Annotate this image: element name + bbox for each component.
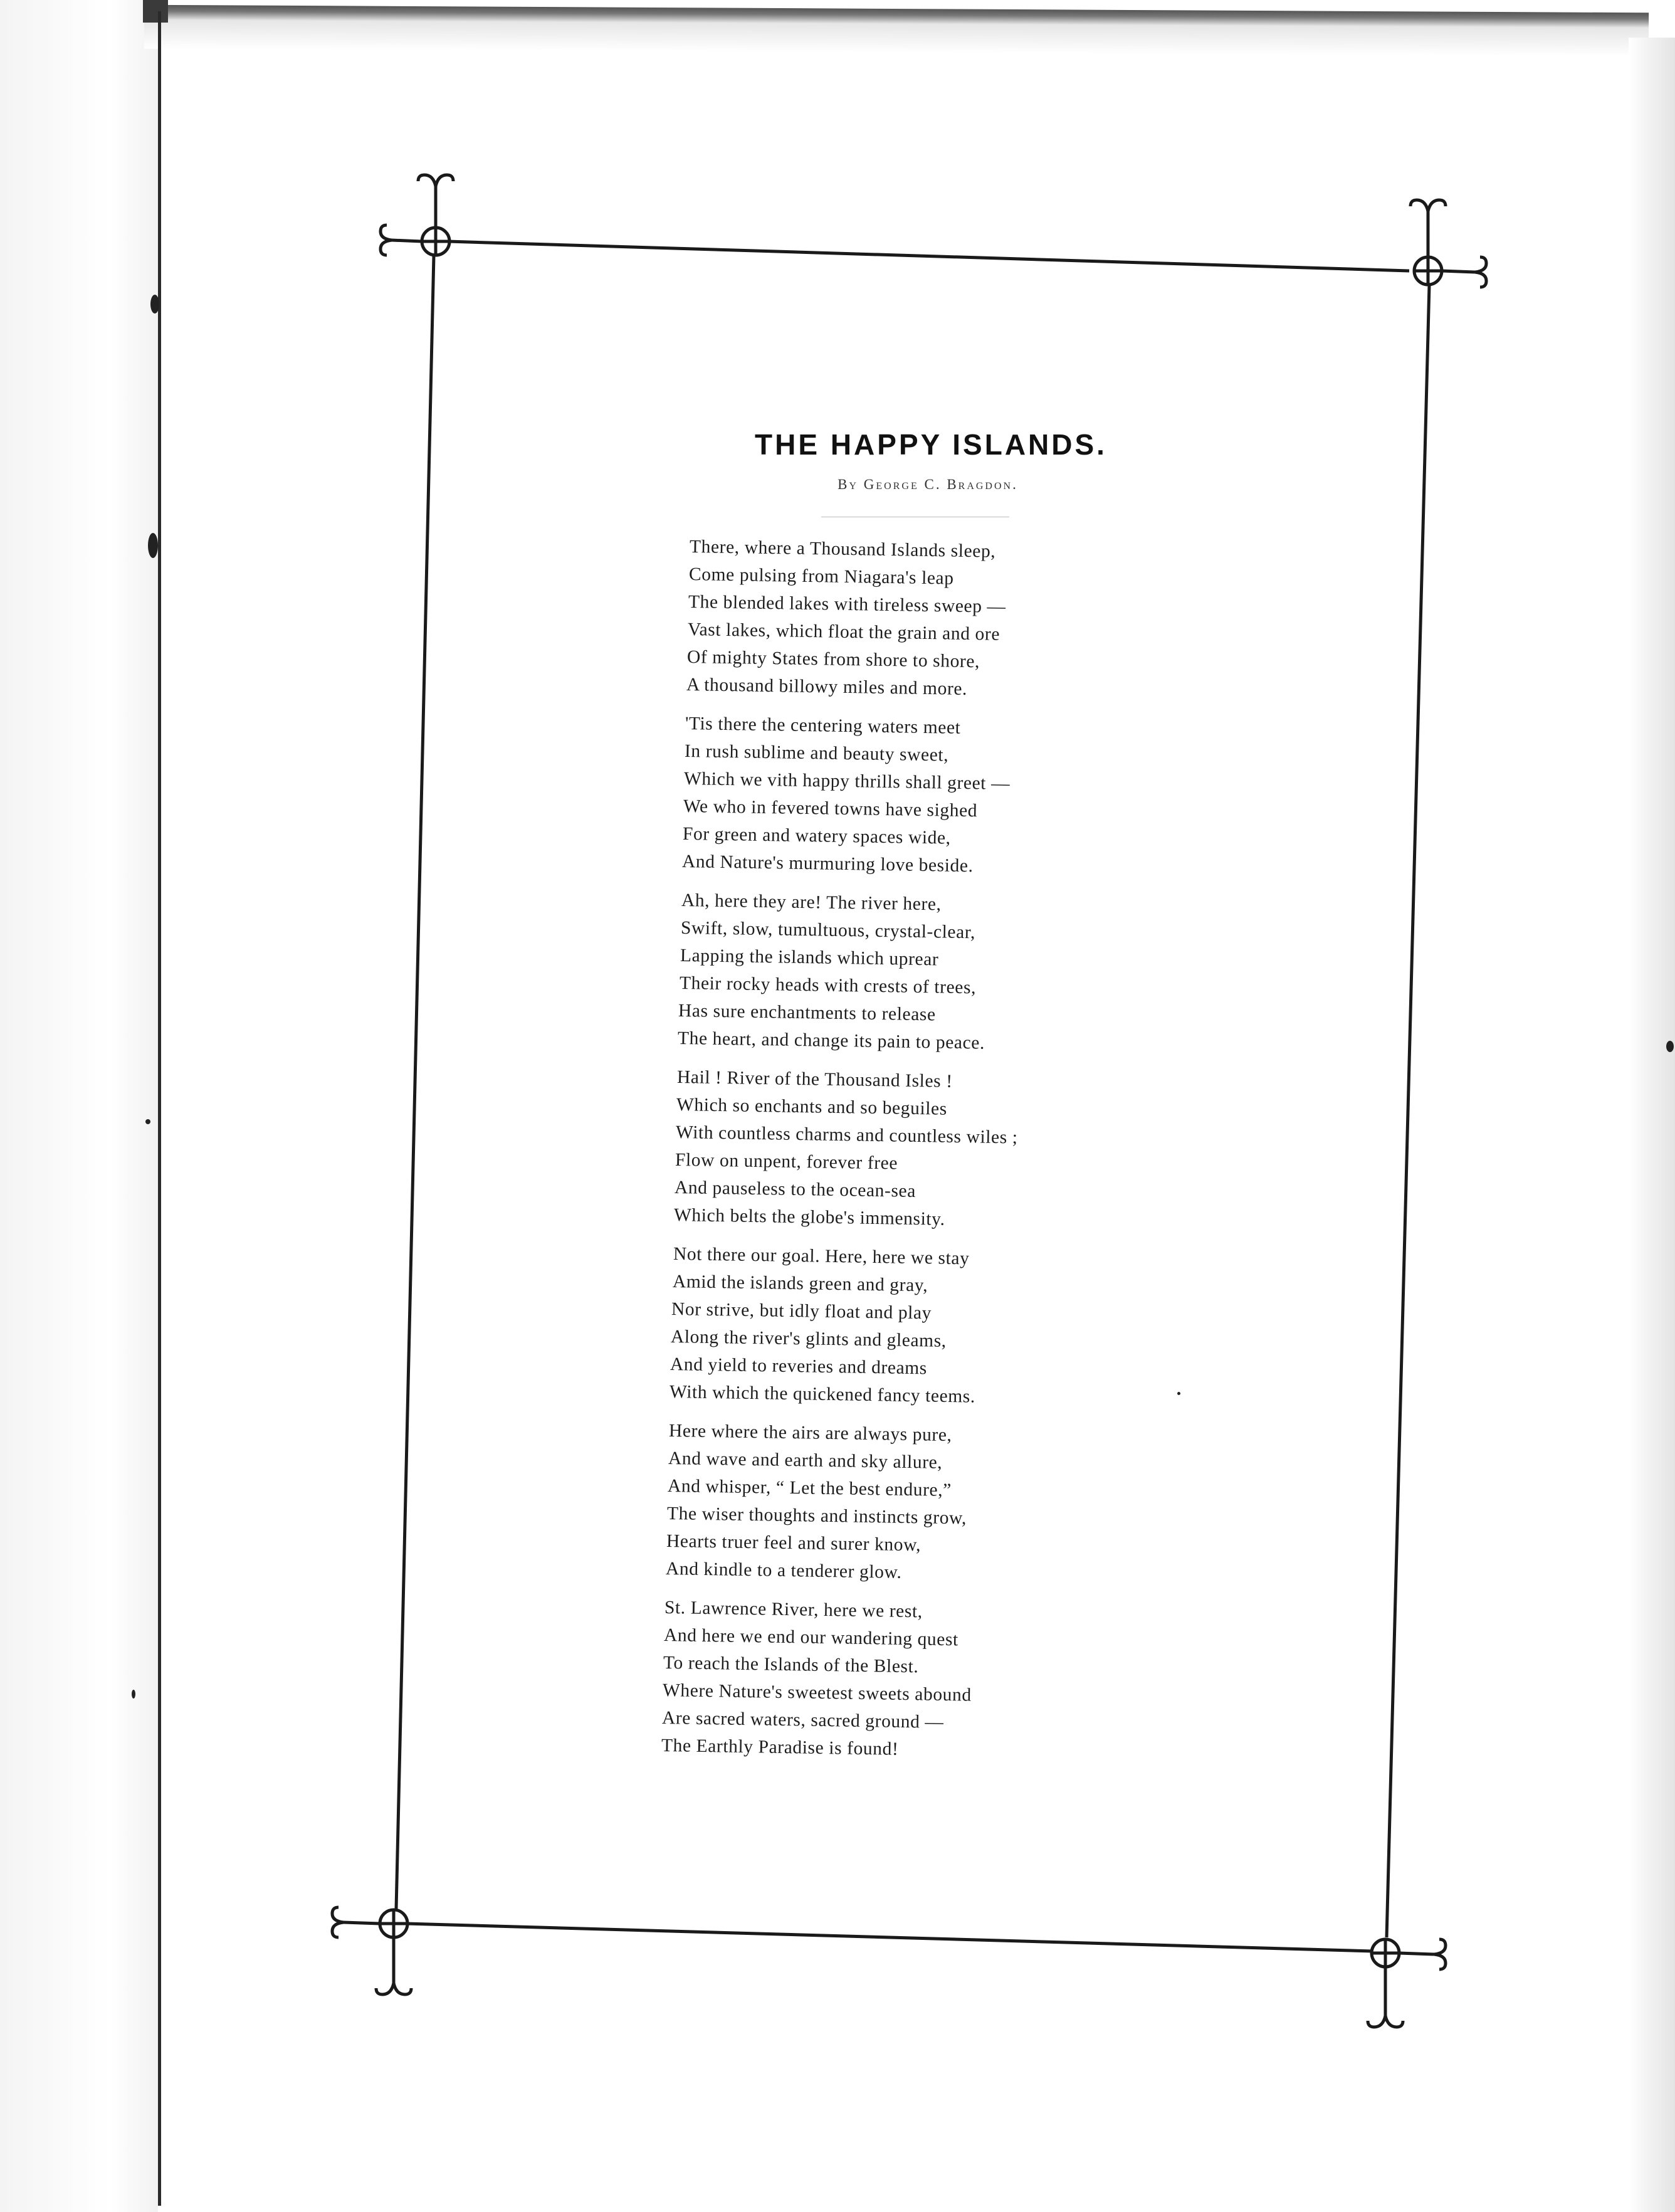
border-right (1387, 285, 1429, 1937)
poem-line: Come pulsing from Niagara's leap (688, 564, 954, 589)
poem-line: Not there our goal. Here, here we stay (673, 1244, 970, 1269)
poem-line: With which the quickened fancy teems. (669, 1382, 976, 1407)
poem-line: And kindle to a tenderer glow. (665, 1559, 902, 1583)
poem-line: The wiser thoughts and instincts grow, (666, 1504, 967, 1529)
poem-line: Which we vith happy thrills shall greet — (683, 769, 1011, 794)
corner-ornament-bottom-left (332, 1907, 411, 1994)
stanza (664, 533, 1191, 698)
poem-line: To reach the Islands of the Blest. (663, 1653, 919, 1677)
poem-title: THE HAPPY ISLANDS. (755, 428, 1107, 461)
poem-line: Which belts the globe's immensity. (673, 1205, 945, 1230)
border-left (396, 256, 434, 1909)
poem-line: And pauseless to the ocean-sea (674, 1177, 916, 1202)
stanza (664, 1417, 1191, 1583)
poem-line: Hearts truer feel and surer know, (666, 1531, 921, 1556)
border-bottom (406, 1924, 1373, 1951)
poem-line: The Earthly Paradise is found! (661, 1735, 899, 1759)
poem-line: Lapping the islands which uprear (680, 945, 939, 970)
poem-line: Where Nature's sweetest sweets abound (662, 1680, 972, 1705)
poem-line: Their rocky heads with crests of trees, (679, 973, 976, 998)
stanza (664, 1063, 1191, 1229)
poem-line: The blended lakes with tireless sweep — (688, 592, 1006, 617)
poem-byline: By George C. Bragdon. (838, 477, 1018, 492)
poem-line: Hail ! River of the Thousand Isles ! (676, 1067, 953, 1092)
poem-line: Has sure enchantments to release (678, 1001, 937, 1025)
corner-ornament-top-right (1410, 200, 1486, 287)
corner-ornament-top-left (381, 175, 453, 255)
poem-line: Nor strive, but idly float and play (671, 1299, 932, 1324)
stanza (664, 887, 1191, 1052)
border-top (448, 241, 1409, 271)
poem-line: The heart, and change its pain to peace. (678, 1028, 985, 1053)
poem-line: We who in fevered towns have sighed (683, 796, 978, 821)
poem-line: Ah, here they are! The river here, (681, 890, 942, 915)
poem-line: And whisper, “ Let the best endure,” (667, 1476, 952, 1501)
poem-line: 'Tis there the centering waters meet (685, 714, 962, 738)
poem-stanzas (661, 533, 1191, 1771)
poem-line: Here where the airs are always pure, (668, 1421, 952, 1446)
poem-line: And Nature's murmuring love beside. (681, 851, 974, 877)
poem-line: And wave and earth and sky allure, (668, 1448, 943, 1473)
poem-line: And here we end our wandering quest (664, 1625, 959, 1650)
poem-line: With countless charms and countless wiles ; (675, 1122, 1018, 1148)
poem-line: St. Lawrence River, here we rest, (664, 1598, 923, 1622)
poem-line: In rush sublime and beauty sweet, (685, 741, 949, 766)
poem-line: For green and watery spaces wide, (682, 824, 951, 848)
poem (627, 414, 1191, 1762)
poem-line: And yield to reveries and dreams (669, 1354, 928, 1379)
poem-line: Flow on unpent, forever free (675, 1150, 898, 1174)
poem-line: Amid the islands green and gray, (672, 1272, 928, 1296)
poem-line: Which so enchants and so beguiles (676, 1095, 948, 1119)
poem-line: Swift, slow, tumultuous, crystal-clear, (680, 918, 975, 943)
poem-line: Along the river's glints and gleams, (671, 1327, 947, 1351)
stanza (664, 710, 1191, 875)
poem-line: There, where a Thousand Islands sleep, (689, 537, 996, 562)
poem-line: Vast lakes, which float the grain and ore (687, 619, 1000, 645)
stanza (664, 1240, 1191, 1406)
poem-line: A thousand billowy miles and more. (686, 675, 967, 700)
poem-line: Are sacred waters, sacred ground — (661, 1708, 944, 1733)
poem-line: Of mighty States from shore to shore, (686, 647, 980, 672)
corner-ornament-bottom-right (1368, 1939, 1446, 2027)
stanza (661, 1594, 1191, 1759)
